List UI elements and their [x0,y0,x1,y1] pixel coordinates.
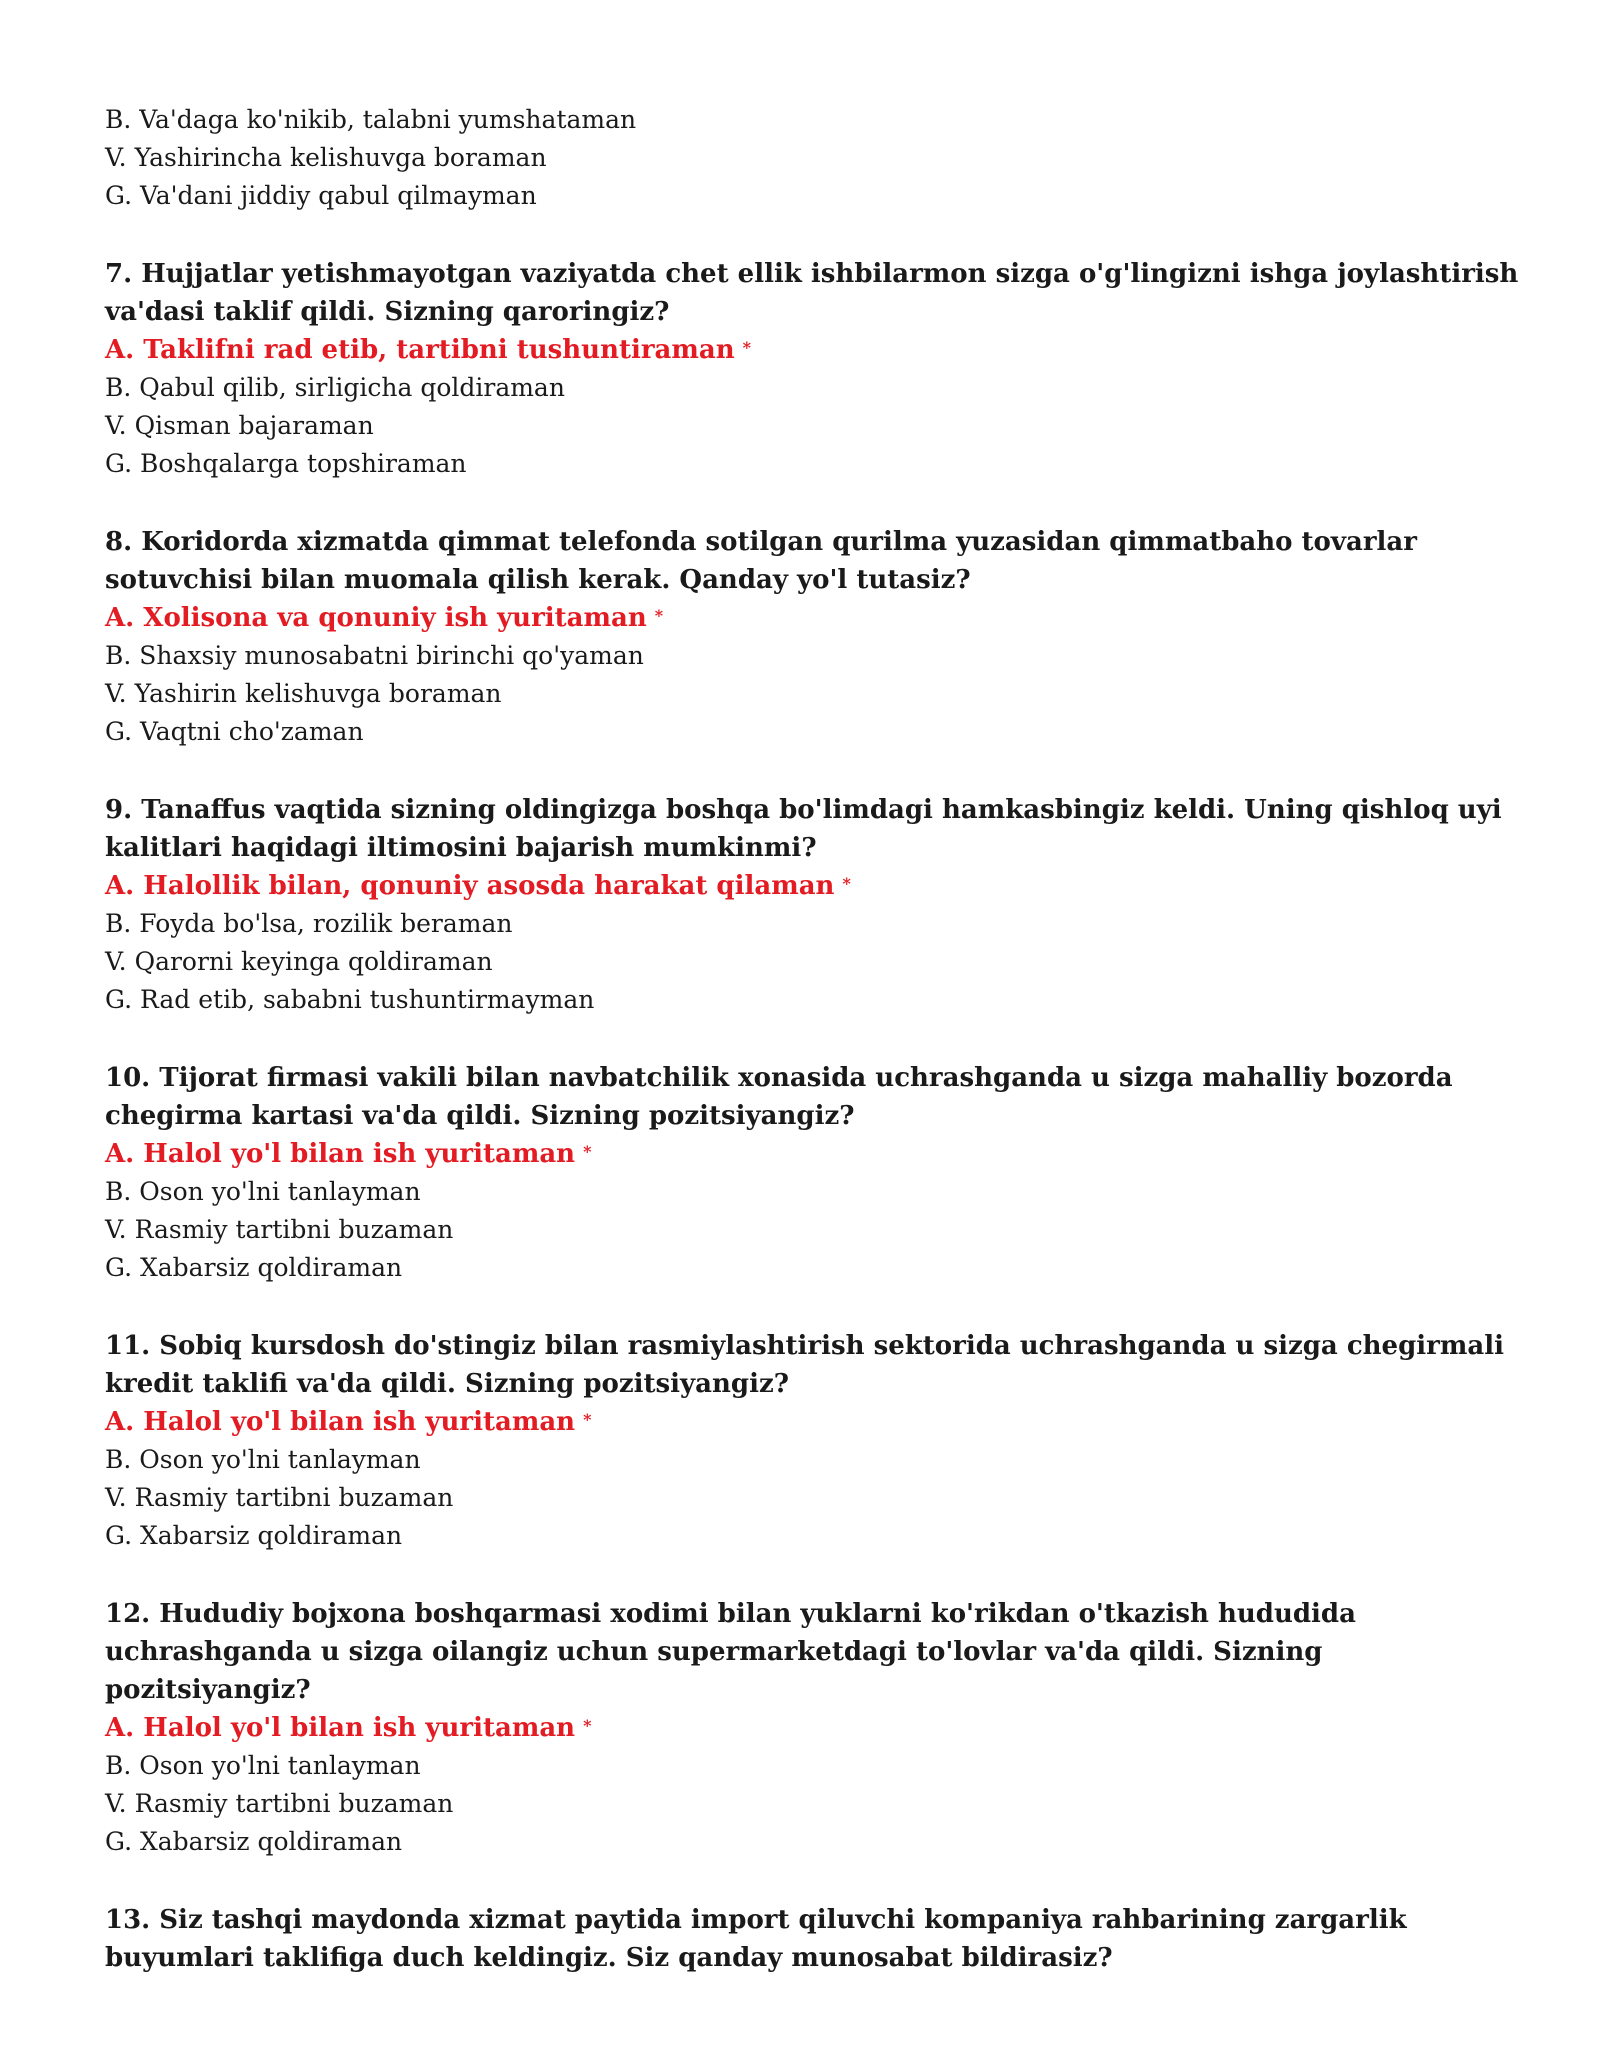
option-b: B. Shaxsiy munosabatni birinchi qo'yaman [105,641,644,670]
question-text: 12. Hududiy bojxona boshqarmasi xodimi bilan yuklarni ko'rikdan o'tkazish hududida uchrashganda u sizga oilangiz uchun supermarketdagi to'lovlar va'da qildi. Sizning pozitsiyangiz? [105,1599,1356,1705]
option-b: B. Va'daga ko'nikib, talabni yumshataman [105,105,637,134]
question-10 [105,1059,1525,1287]
question-8 [105,523,1525,751]
option-b: B. Oson yo'lni tanlayman [105,1751,421,1780]
option-v: V. Yashirin kelishuvga boraman [105,679,502,708]
correct-answer-text: A. Halol yo'l bilan ish yuritaman [105,1713,576,1743]
question-11 [105,1327,1525,1555]
question-text: 7. Hujjatlar yetishmayotgan vaziyatda chet ellik ishbilarmon sizga o'g'lingizni ishga joylashtirish va'dasi taklif qildi. Sizning qaroringiz? [105,259,1519,327]
correct-answer-text: A. Xolisona va qonuniy ish yuritaman [105,603,647,633]
correct-marker: * [842,874,851,893]
correct-answer [105,599,1525,637]
question-13 [105,1901,1525,1977]
correct-answer-text: A. Halollik bilan, qonuniy asosda harakat qilaman [105,871,835,901]
option-v: V. Rasmiy tartibni buzaman [105,1215,454,1244]
correct-answer [105,331,1525,369]
option-v: V. Rasmiy tartibni buzaman [105,1789,454,1818]
correct-marker: * [583,1410,592,1429]
question-text: 9. Tanaffus vaqtida sizning oldingizga boshqa bo'limdagi hamkasbingiz keldi. Uning qishloq uyi kalitlari haqidagi iltimosini bajarish mumkinmi? [105,795,1502,863]
prev-question-options [105,101,1525,215]
correct-answer [105,867,1525,905]
option-g: G. Boshqalarga topshiraman [105,449,467,478]
correct-answer [105,1135,1525,1173]
option-g: G. Xabarsiz qoldiraman [105,1827,403,1856]
option-v: V. Qisman bajaraman [105,411,374,440]
correct-marker: * [654,606,664,625]
correct-answer-text: A. Halol yo'l bilan ish yuritaman [105,1139,576,1169]
option-v: V. Qarorni keyinga qoldiraman [105,947,493,976]
question-text: 10. Tijorat firmasi vakili bilan navbatchilik xonasida uchrashganda u sizga mahalliy bozorda chegirma kartasi va'da qildi. Sizning pozitsiyangiz? [105,1063,1453,1131]
option-b: B. Qabul qilib, sirligicha qoldiraman [105,373,565,402]
option-g: G. Xabarsiz qoldiraman [105,1253,403,1282]
option-g: G. Vaqtni cho'zaman [105,717,364,746]
option-g: G. Rad etib, sababni tushuntirmayman [105,985,595,1014]
option-g: G. Xabarsiz qoldiraman [105,1521,403,1550]
question-text: 13. Siz tashqi maydonda xizmat paytida import qiluvchi kompaniya rahbarining zargarlik buyumlari taklifiga duch keldingiz. Siz qanday munosabat bildirasiz? [105,1905,1407,1973]
document-page [105,101,1525,1977]
option-v: V. Rasmiy tartibni buzaman [105,1483,454,1512]
question-7 [105,255,1525,483]
correct-marker: * [742,338,752,357]
question-text: 8. Koridorda xizmatda qimmat telefonda sotilgan qurilma yuzasidan qimmatbaho tovarlar sotuvchisi bilan muomala qilish kerak. Qanday yo'l tutasiz? [105,527,1417,595]
option-b: B. Oson yo'lni tanlayman [105,1445,421,1474]
correct-marker: * [583,1716,592,1735]
question-text: 11. Sobiq kursdosh do'stingiz bilan rasmiylashtirish sektorida uchrashganda u sizga chegirmali kredit taklifi va'da qildi. Sizning pozitsiyangiz? [105,1331,1504,1399]
correct-answer-text: A. Halol yo'l bilan ish yuritaman [105,1407,576,1437]
question-12 [105,1595,1525,1861]
option-g: G. Va'dani jiddiy qabul qilmayman [105,181,537,210]
option-v: V. Yashirincha kelishuvga boraman [105,143,547,172]
correct-answer [105,1403,1525,1441]
option-b: B. Foyda bo'lsa, rozilik beraman [105,909,513,938]
option-b: B. Oson yo'lni tanlayman [105,1177,421,1206]
question-9 [105,791,1525,1019]
correct-answer [105,1709,1525,1747]
correct-marker: * [583,1142,592,1161]
correct-answer-text: A. Taklifni rad etib, tartibni tushuntiraman [105,335,735,365]
